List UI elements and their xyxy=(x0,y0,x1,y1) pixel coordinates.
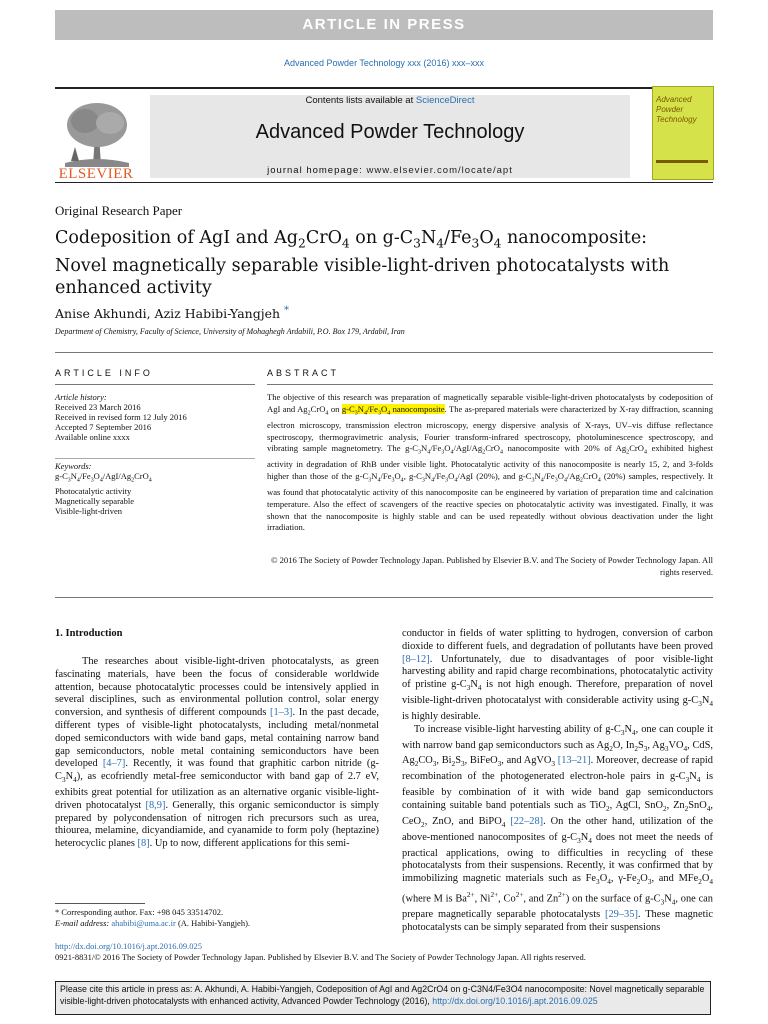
abstract-copyright: © 2016 The Society of Powder Technology Japan. Published by Elsevier B.V. and The Society of Powder Technology Japan. All rights reserved. xyxy=(270,555,713,577)
paper-type: Original Research Paper xyxy=(55,203,183,218)
citation-link[interactable]: [8–12] xyxy=(402,653,430,665)
footnote xyxy=(55,907,385,929)
keyword-item: Photocatalytic activity xyxy=(55,485,132,496)
affiliation: Department of Chemistry, Faculty of Science, University of Mohaghegh Ardabili, P.O. Box 179, Ardabil, Iran xyxy=(55,327,405,336)
keyword-item: Visible-light-driven xyxy=(55,505,123,516)
article-history xyxy=(55,392,255,442)
keyword-item: Magnetically separable xyxy=(55,495,135,506)
divider xyxy=(55,597,713,598)
issn-line: 0921-8831/© 2016 The Society of Powder Technology Japan. Published by Elsevier B.V. and The Society of Powder Technology Japan. All rights reserved. xyxy=(55,952,586,962)
citation-box xyxy=(55,981,711,1015)
paper-title: Codeposition of AgI and $Ag_2CrO_4$ on $g-C_3N_4/Fe_3O_4$ nanocomposite: Novel magnetically separable visible-light-driven photocatalysts with enhanced activity xyxy=(55,228,670,298)
divider xyxy=(55,384,255,385)
cover-title: Advanced Powder Technology xyxy=(656,95,697,124)
history-item: Accepted 7 September 2016 xyxy=(55,422,152,432)
header-bottom-rule xyxy=(55,182,713,183)
abstract-heading: ABSTRACT xyxy=(267,368,340,378)
article-info-heading: ARTICLE INFO xyxy=(55,368,153,378)
elsevier-wordmark: ELSEVIER xyxy=(58,166,134,182)
keyword-item: $g-C_3N_4/Fe_3O_4/AgI/Ag_2CrO_4$ xyxy=(55,471,152,484)
divider xyxy=(55,352,713,353)
authors-text: Anise Akhundi, Aziz Habibi-Yangjeh xyxy=(55,306,281,322)
corresponding-mark[interactable]: * xyxy=(284,305,290,316)
citation-link[interactable]: [22–28] xyxy=(510,815,544,827)
citation-link[interactable]: [13–21] xyxy=(557,755,591,767)
citation-link[interactable]: [4–7] xyxy=(102,758,126,770)
contents-prefix: Contents lists available at xyxy=(305,95,416,106)
citation-link[interactable]: [8,9] xyxy=(145,799,166,811)
journal-title: Advanced Powder Technology xyxy=(255,121,525,143)
author-list xyxy=(55,305,289,321)
divider xyxy=(55,458,255,459)
header-top-rule xyxy=(55,87,713,89)
history-item: Available online xxxx xyxy=(55,432,130,442)
cover-bar xyxy=(656,160,708,163)
article-in-press-banner: ARTICLE IN PRESS xyxy=(55,10,713,40)
journal-homepage xyxy=(150,165,630,176)
history-item: Received 23 March 2016 xyxy=(55,402,141,412)
citation-text: Please cite this article in press as: A. Akhundi, A. Habibi-Yangjeh, Codeposition of AgI and Ag2CrO4 on g-C3N4/Fe3O4 nanocomposite: Novel magnetically separable visible-light-driven photocatalysts with enhanced activity, Advanced Powder Technology (2016), xyxy=(60,984,705,1006)
citation-link[interactable]: [1–3] xyxy=(270,707,293,719)
section-heading: 1. Introduction xyxy=(55,628,123,639)
email-line xyxy=(55,918,385,929)
doi-link[interactable]: http://dx.doi.org/10.1016/j.apt.2016.09.025 xyxy=(55,941,202,951)
journal-reference[interactable]: Advanced Powder Technology xxx (2016) xxx–xxx xyxy=(284,58,484,68)
email-suffix: (A. Habibi-Yangjeh). xyxy=(175,918,251,928)
contents-line xyxy=(150,95,630,106)
sciencedirect-link[interactable]: ScienceDirect xyxy=(415,95,475,106)
body-left-column: The researches about visible-light-driven photocatalysts, as green fascinating materials, have been the focus of considerable worldwide attention, because photocatalytic processes could be intensively applied in several disciplines, such as environmental pollution control, solar energy conversion, and synthesis of different compounds [1–3]. In the past decade, different types of visible-light photocatalysts, including metal/nonmetal doped semiconductors with wide band gaps, metal containing narrow band gap semiconductors, noble metal containing semiconductors have been developed [4–7]. Recently, it was found that graphitic carbon nitride $(g-C_3N_4)$, as ecofriendly metal-free semiconductor with band gap of 2.7 eV, exhibits great potential for utilization as an alternative organic visible-light-driven photocatalyst [8,9]. Generally, this organic semiconductor is simply prepared by polycondensation of nitrogen rich precursors such as urea, thiourea, melamine, dicyandiamide, and cyanamide to form poly (heptazine) heterocyclic planes [8]. Up to now, different applications for this semi- xyxy=(55,656,380,850)
highlighted-text[interactable]: $g-C_3N_4/Fe_3O_4$ nanocomposite xyxy=(341,403,445,417)
citation-link[interactable]: [8] xyxy=(137,838,150,850)
corresponding-author-note: * Corresponding author. Fax: +98 045 33514702. xyxy=(55,907,224,917)
keywords xyxy=(55,461,255,516)
citation-link[interactable]: [29–35] xyxy=(605,909,638,921)
history-label: Article history: xyxy=(55,392,107,402)
citation-doi-link[interactable]: http://dx.doi.org/10.1016/j.apt.2016.09.025 xyxy=(432,996,598,1006)
divider xyxy=(267,384,713,385)
body-right-column: conductor in fields of water splitting to hydrogen, conversion of carbon dioxide to different fuels, and degradation of pollutants have been proved [8–12]. Unfortunately, due to disadvantages of poor visible-light harvesting ability and rapid charge recombinations, photocatalytic activity of pristine $g-C_3N_4$ is not high enough. Therefore, preparation of novel visible-light-driven photocatalyst with considerable activity using $g-C_3N_4$ is highly desirable. To increase visible-light harvesting ability of $g-C_3N_4$, one can couple it with narrow band gap semiconductors such as $Ag_2O$, $In_2S_3$, $Ag_3VO_4$, CdS, $Ag_2CO_3$, $Bi_2S_3$, BiFeO$_3$, and AgVO$_3$ [13–21]. Moreover, decrease of rapid recombination of the photogenerated electron-hole pairs in $g-C_3N_4$ is feasible by combination of it with wide band gap semiconductors containing suitable band potentials such as TiO$_2$, AgCl, SnO$_2$, $Zn_2SnO_4$, CeO$_2$, ZnO, and BiPO$_4$ [22–28]. On the other hand, utilization of the above-mentioned nanocomposites of $g-C_3N_4$ does not meet the needs of practical applications, owing to difficulties in recycling of these photocatalysts from their suspensions. Recently, it was confirmed that by immobilizing magnetic materials such as $Fe_3O_4$, $\gamma-Fe_2O_3$, and $MFe_2O_4$ (where M is $Ba^{2+}$, $Ni^{2+}$, $Co^{2+}$, and $Zn^{2+}$) on the surface of $g-C_3N_4$, one can prepare magnetically separable photocatalysts [29–35]. These magnetic photocatalysts can be simply separated from their suspensions xyxy=(402,628,713,934)
keywords-label: Keywords: xyxy=(55,461,92,471)
abstract-text: The objective of this research was preparation of magnetically separable visible-light-driven photocatalysts by codeposition of AgI and $Ag_2CrO_4$ on $g-C_3N_4/Fe_3O_4$ nanocomposite. The as-prepared materials were characterized by X-ray diffraction, scanning electron microscopy, transmission electron microscopy, energy dispersive analysis of X-rays, UV–vis diffuse reflectance spectroscopy, thermogravimetric analysis, Fourier transform-infrared spectroscopy, photoluminescence spectroscopy, and vibrating sample magnetometry. The $g-C_3N_4/Fe_3O_4/AgI/Ag_2CrO_4$ nanocomposite with 20% of $Ag_2CrO_4$ exhibited highest activity in degradation of RhB under visible light. Photocatalytic activity of this nanocomposite is nearly 15, 2, and 3-folds higher than those of the $g-C_3N_4/Fe_3O_4$, $g-C_3N_4/Fe_3O_4$/AgI (20%), and $g-C_3N_4/Fe_3O_4/Ag_2CrO_4$ (20%) samples, respectively. It was found that photocatalytic activity of this nanocomposite can be engineered by variation of preparation time and calcination temperature. Also the effect of scavengers of the reactive species on photocatalytic activity was investigated. Finally, it was shown that the nanocomposite is highly stable and can be used repeatedly without obvious deactivation under the light irradiation. xyxy=(267,392,714,533)
homepage-link[interactable]: www.elsevier.com/locate/apt xyxy=(366,165,513,176)
email-link[interactable]: ahabibi@uma.ac.ir xyxy=(111,918,176,928)
email-label: E-mail address: xyxy=(55,918,112,928)
homepage-prefix: journal homepage: xyxy=(267,165,367,176)
history-item: Received in revised form 12 July 2016 xyxy=(55,412,187,422)
footnote-rule xyxy=(55,903,145,904)
